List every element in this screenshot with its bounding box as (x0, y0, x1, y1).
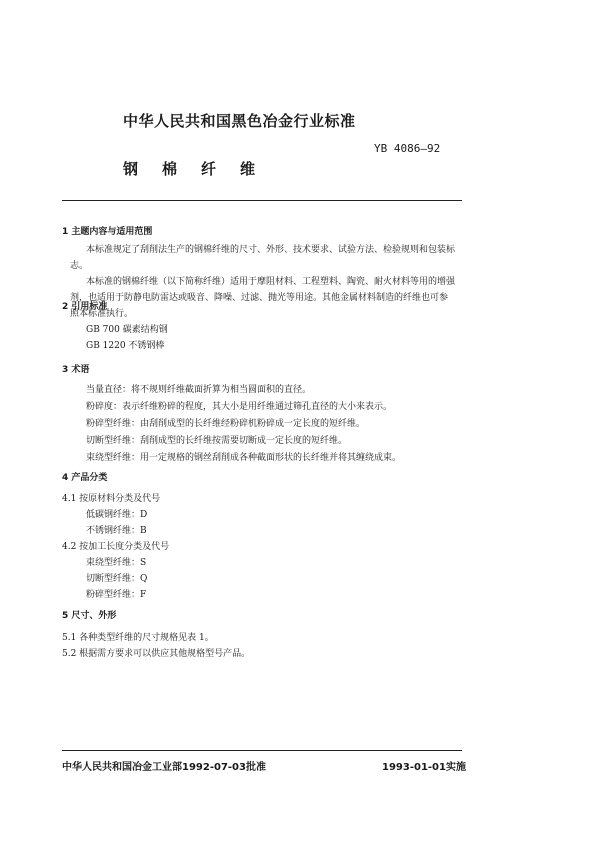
section-1-heading: 1 主题内容与适用范围 (62, 227, 153, 237)
term-item: 切断型纤维：刮削成型的长纤维按需要切断成一定长度的短纤维。 (86, 436, 348, 446)
term-item: 粉碎型纤维：由刮削成型的长纤维经粉碎机粉碎成一定长度的短纤维。 (86, 419, 366, 429)
class-item: 低碳钢纤维：D (86, 510, 148, 520)
subsection-4-1: 4.1 按原材料分类及代号 (62, 494, 161, 504)
term-item: 束绕型纤维：用一定规格的钢丝刮削成各种截面形状的长纤维并将其缠绕成束。 (86, 453, 402, 463)
section-4-heading: 4 产品分类 (62, 473, 108, 483)
document-title: 钢棉纤维 (123, 160, 280, 178)
section-2-heading: 2 引用标准 (62, 302, 108, 312)
section-1-body (70, 242, 455, 322)
section-5-item: 5.2 根据需方要求可以供应其他规格型号产品。 (62, 649, 251, 659)
org-title: 中华人民共和国黑色冶金行业标准 (123, 112, 356, 130)
top-divider (62, 200, 462, 201)
class-item: 切断型纤维：Q (86, 574, 148, 584)
standard-code: YB 4086—92 (374, 142, 441, 155)
subsection-4-2: 4.2 按加工长度分类及代号 (62, 542, 170, 552)
class-item: 束绕型纤维：S (86, 558, 147, 568)
reference-item: GB 1220 不锈钢棒 (86, 341, 165, 351)
term-item: 粉碎度：表示纤维粉碎的程度，其大小是用纤维通过筛孔直径的大小来表示。 (86, 402, 393, 412)
section-5-heading: 5 尺寸、外形 (62, 611, 117, 621)
section-1-para-1: 本标准规定了刮削法生产的钢棉纤维的尺寸、外形、技术要求、试验方法、检验规则和包装标志。 (70, 245, 456, 271)
reference-item: GB 700 碳素结构钢 (86, 325, 168, 335)
class-item: 不锈钢纤维：B (86, 526, 147, 536)
section-5-item: 5.1 各种类型纤维的尺寸规格见表 1。 (62, 633, 214, 643)
section-1-para-2: 本标准的钢棉纤维（以下简称纤维）适用于摩阻材料、工程塑料、陶瓷、耐火材料等用的增强剂，也适用于防静电防雷达或吸音、降噪、过滤、抛光等用途。其他金属材料制造的纤维也可参照本标准执行。 (70, 277, 456, 319)
implementation-date: 1993-01-01实施 (382, 762, 466, 773)
section-3-heading: 3 术语 (62, 365, 90, 375)
approval-text: 中华人民共和国冶金工业部1992-07-03批准 (62, 762, 266, 773)
class-item: 粉碎型纤维：F (86, 590, 147, 600)
bottom-divider (62, 750, 462, 751)
term-item: 当量直径：将不规则纤维截面折算为相当圆面积的直径。 (86, 385, 312, 395)
